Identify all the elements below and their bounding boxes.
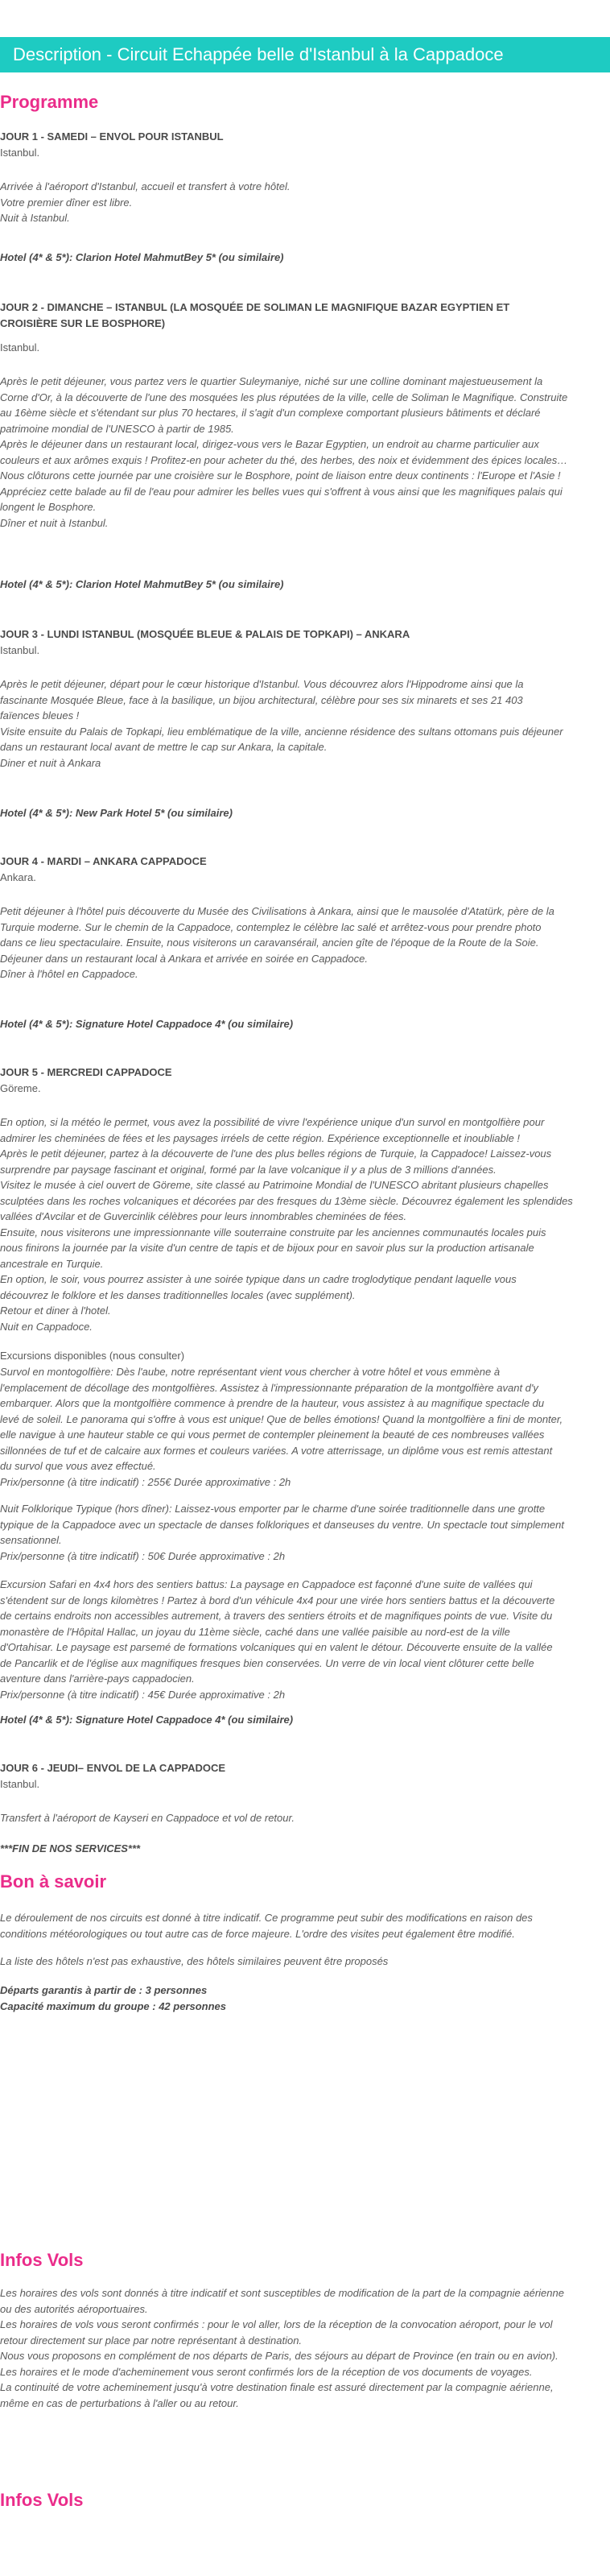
programme-heading: Programme	[0, 92, 99, 112]
text-line: couleurs et aux arômes exquis ! Profitez-en pour acheter du thé, des herbes, des noix et évidemment des épices locales…	[0, 453, 568, 466]
text-line: conditions météorologiques ou tout autre cas de force majeure. L'ordre des visites peut également être modifié.	[0, 1927, 515, 1940]
day2-title-line1: JOUR 2 - DIMANCHE – ISTANBUL (LA MOSQUÉE DE SOLIMAN LE MAGNIFIQUE BAZAR EGYPTIEN ET	[0, 301, 510, 313]
day2-place: Istanbul.	[0, 341, 40, 354]
banner-title: Description - Circuit Echappée belle d'Istanbul à la Cappadoce	[13, 44, 504, 64]
text-line: levé de soleil. Le panorama qui s'offre à vous est unique! Que de belles émotions! Quand la montgolfière a fini de monter,	[0, 1412, 563, 1425]
text-line: Le déroulement de nos circuits est donné à titre indicatif. Ce programme peut subir des modifications en raison des	[0, 1912, 533, 1924]
text-line: Prix/personne (à titre indicatif) : 50€ Durée approximative : 2h	[0, 1549, 286, 1562]
text-line: La continuité de votre acheminement jusqu'à votre destination finale est assuré directement par la compagnie aérienne,	[0, 2381, 554, 2393]
excursions-title: Excursions disponibles (nous consulter)	[0, 1350, 185, 1362]
excursion-folklore	[0, 1501, 610, 1564]
text-line: Diner et nuit à Ankara	[0, 756, 101, 769]
text-line: retour directement sur place par notre représentant à destination.	[0, 2334, 303, 2347]
infos-vols-text	[0, 2285, 610, 2411]
description-banner	[0, 37, 610, 72]
day2-title-line2: CROISIÈRE SUR LE BOSPHORE)	[0, 317, 166, 329]
text-line: faïences bleues !	[0, 709, 80, 722]
day4-hotel: Hotel (4* & 5*): Signature Hotel Cappadoce 4* (ou similaire)	[0, 1018, 294, 1030]
day2-description	[0, 374, 610, 531]
text-line: Nous vous proposons en complément de nos départs de Paris, des séjours au départ de Province (en train ou en avion).	[0, 2350, 558, 2362]
text-line: Après le déjeuner dans un restaurant local, dirigez-vous vers le Bazar Egyptien, un endroit au charme particulier aux	[0, 438, 539, 450]
day1-title: JOUR 1 - SAMEDI – ENVOL POUR ISTANBUL	[0, 130, 224, 143]
departs-garantis: Départs garantis à partir de : 3 personnes	[0, 1984, 208, 1996]
text-line: Visitez le musée à ciel ouvert de Göreme, site classé au Patrimoine Mondial de l'UNESCO abritant plusieurs chapelles	[0, 1179, 549, 1191]
day6-place: Istanbul.	[0, 1778, 40, 1790]
day4-description	[0, 903, 610, 982]
day5-hotel: Hotel (4* & 5*): Signature Hotel Cappadoce 4* (ou similaire)	[0, 1714, 294, 1726]
text-line: Après le petit déjeuner, partez à la découverte de l'une des plus belles régions de Turquie, la Cappadoce! Laissez-vous	[0, 1147, 552, 1160]
text-line: Turquie moderne. Sur le chemin de la Cappadoce, contemplez le célèbre lac salé et arrêtez-vous pour prendre photo	[0, 920, 542, 933]
day3-description	[0, 676, 610, 771]
text-line: monastère de l'Hôpital Hallac, un joyau du 11ème siècle, caché dans une vallée paisible au nord-est de la ville	[0, 1625, 510, 1638]
text-line: fascinante Mosquée Bleue, face à la basilique, un bijou architectural, célèbre pour ses six minarets et ses 21 403	[0, 693, 523, 706]
text-line: Nuit à Istanbul.	[0, 212, 70, 224]
text-line: découvrez le folklore et les danses traditionnelles locales (avec supplément).	[0, 1288, 356, 1301]
text-line: dans ce lieu spectaculaire. Ensuite, nous visiterons un caravansérail, ancien gîte de l'époque de la Route de la Soie.	[0, 937, 539, 949]
text-line: Petit déjeuner à l'hôtel puis découverte du Musée des Civilisations à Ankara, ainsi que le mausolée d'Atatürk, père de la	[0, 905, 554, 917]
text-line: s'étendent sur de longs kilomètres ! Partez à bord d'un véhicule 4x4 pour une virée hors sentiers battus et la découverte	[0, 1594, 555, 1606]
day1-description	[0, 179, 610, 226]
text-line: sculptées dans les roches volcaniques et décorées par des fresques du 13ème siècle. Découvrez également les splendides	[0, 1194, 573, 1207]
text-line: sillonnées de tuf et de calcaire aux formes et couleurs variées. A votre atterrissage, un diplôme vous est remis attestant	[0, 1444, 553, 1457]
text-line: nous finirons la journée par la visite d'un centre de tapis et de bijoux pour en savoir plus sur la production artisanale	[0, 1242, 534, 1254]
day4-place: Ankara.	[0, 871, 36, 883]
text-line: embarquer. Alors que la montgolfière commence à prendre de la hauteur, vous assistez à au magnifique spectacle du	[0, 1397, 545, 1409]
text-line: aventure dans l'arrière-pays cappadocien.	[0, 1673, 195, 1685]
text-line: Dîner et nuit à Istanbul.	[0, 516, 109, 529]
infos-vols-heading: Infos Vols	[0, 2250, 84, 2270]
day5-title: JOUR 5 - MERCREDI CAPPADOCE	[0, 1066, 172, 1078]
text-line: dans un restaurant local avant de mettre le cap sur Ankara, la capitale.	[0, 741, 328, 753]
bon-a-savoir-text	[0, 1910, 610, 1941]
text-line: de Pancarlik et de l'église aux magnifiques fresques bien conservées. Un verre de vin local vient clôturer cette belle	[0, 1656, 534, 1669]
day2-hotel: Hotel (4* & 5*): Clarion Hotel MahmutBey 5* (ou similaire)	[0, 578, 284, 590]
text-line: admirer les cheminées de fées et les paysages irréels de cette région. Expérience exceptionnelle et inoubliable !	[0, 1131, 521, 1144]
text-line: En option, le soir, vous pourrez assister à une soirée typique dans un cadre troglodytique pendant laquelle vous	[0, 1273, 517, 1285]
excursion-safari	[0, 1577, 610, 1702]
hotels-note: La liste des hôtels n'est pas exhaustive, des hôtels similaires peuvent être proposés	[0, 1955, 389, 1967]
text-line: patrimoine mondial de l'UNESCO à partir de 1985.	[0, 422, 234, 435]
text-line: Après le petit déjeuner, vous partez vers le quartier Suleymaniye, niché sur une colline dominant majestueusement la	[0, 375, 543, 387]
capacite-maximum: Capacité maximum du groupe : 42 personnes	[0, 2000, 227, 2012]
text-line: Nuit Folklorique Typique (hors dîner): Laissez-vous emporter par le charme d'une soirée traditionnelle dans une grotte	[0, 1503, 546, 1515]
text-line: Appréciez cette balade au fil de l'eau pour admirer les belles vues qui s'offrent à vous ainsi que les magnifiques palais qui	[0, 485, 563, 498]
text-line: même en cas de perturbations à l'aller ou au retour.	[0, 2396, 239, 2409]
text-line: En option, si la météo le permet, vous avez la possibilité de vivre l'expérience unique d'un survol en montgolfière pour	[0, 1116, 545, 1128]
excursion-balloon	[0, 1364, 610, 1490]
text-line: elle navigue à une hauteur stable ce qui vous permet de contempler pleinement la beauté de ces nombreuses vallées	[0, 1429, 545, 1441]
text-line: ancestrale en Turquie.	[0, 1257, 104, 1270]
text-line: Votre premier dîner est libre.	[0, 196, 133, 209]
text-line: Nuit en Cappadoce.	[0, 1320, 93, 1333]
text-line: Les horaires et le mode d'acheminement vous seront confirmés lors de la réception de vos documents de voyages.	[0, 2365, 533, 2378]
day1-hotel: Hotel (4* & 5*): Clarion Hotel MahmutBey 5* (ou similaire)	[0, 251, 284, 263]
text-line: Déjeuner dans un restaurant local à Ankara et arrivée en soirée en Cappadoce.	[0, 952, 368, 965]
end-of-services: ***FIN DE NOS SERVICES***	[0, 1842, 141, 1854]
text-line: surprendre par paysage fascinant et original, formé par la lave volcanique il y a plus de 3 millions d'années.	[0, 1163, 497, 1176]
text-line: Dîner à l'hôtel en Cappadoce.	[0, 968, 138, 980]
text-line: d'Ortahisar. Le paysage est parsemé de formations volcaniques qui en valent le détour. Découverte ensuite de la vallée	[0, 1641, 553, 1653]
day1-place: Istanbul.	[0, 147, 40, 159]
bon-a-savoir-heading: Bon à savoir	[0, 1871, 107, 1892]
text-line: Corne d'Or, à la découverte de l'une des mosquées les plus réputées de la ville, celle de Soliman le Magnifique. Construite	[0, 391, 568, 403]
day3-title: JOUR 3 - LUNDI ISTANBUL (MOSQUÉE BLEUE & PALAIS DE TOPKAPI) – ANKARA	[0, 628, 410, 640]
text-line: du survol que vous avez effectué.	[0, 1460, 156, 1472]
text-line: Prix/personne (à titre indicatif) : 255€ Durée approximative : 2h	[0, 1475, 291, 1488]
day5-place: Göreme.	[0, 1082, 41, 1094]
text-line: Retour et diner à l'hotel.	[0, 1305, 111, 1317]
text-line: Les horaires de vols vous seront confirmés : pour le vol aller, lors de la réception de la convocation aéroport, pour le vol	[0, 2318, 553, 2330]
text-line: typique de la Cappadoce avec un spectacle de danses folkloriques et danseuses du ventre. Un spectacle tout simplement	[0, 1518, 564, 1531]
text-line: vallées d'Avcilar et de Guvercinlik célèbres pour leurs innombrables cheminées de fées.	[0, 1210, 407, 1222]
text-line: Prix/personne (à titre indicatif) : 45€ Durée approximative : 2h	[0, 1688, 286, 1701]
text-line: Après le petit déjeuner, départ pour le cœur historique d'Istanbul. Vous découvrez alors l'Hippodrome ainsi que la	[0, 678, 524, 690]
text-line: longent le Bosphore.	[0, 501, 97, 513]
text-line: Nous clôturons cette journée par une croisière sur le Bosphore, point de liaison entre deux continents : l'Europe et l'Asie !	[0, 469, 561, 482]
day3-hotel: Hotel (4* & 5*): New Park Hotel 5* (ou similaire)	[0, 807, 233, 819]
text-line: Les horaires des vols sont donnés à titre indicatif et sont susceptibles de modification de la part de la compagnie aérienne	[0, 2287, 564, 2299]
text-line: l'emplacement de décollage des montgolfières. Assistez à l'impressionnante préparation de la montgolfière avant d'y	[0, 1381, 538, 1394]
text-line: Arrivée à l'aéroport d'Istanbul, accueil et transfert à votre hôtel.	[0, 180, 291, 192]
text-line: Ensuite, nous visiterons une impressionnante ville souterraine construite par les anciennes communautés locales puis	[0, 1226, 546, 1238]
text-line: Visite ensuite du Palais de Topkapi, lieu emblématique de la ville, ancienne résidence des sultans ottomans puis déjeuner	[0, 725, 563, 738]
text-line: de certains endroits non accessibles autrement, à travers des sentiers étroits et de magnifiques points de vue. Visite du	[0, 1610, 553, 1622]
text-line: ou des autorités aéroportuaires.	[0, 2302, 148, 2315]
day6-title: JOUR 6 - JEUDI– ENVOL DE LA CAPPADOCE	[0, 1762, 226, 1774]
day3-place: Istanbul.	[0, 644, 40, 656]
day6-description: Transfert à l'aéroport de Kayseri en Cappadoce et vol de retour.	[0, 1812, 295, 1824]
text-line: sensationnel.	[0, 1534, 62, 1546]
infos-vols-heading-2: Infos Vols	[0, 2490, 84, 2510]
text-line: au 16ème siècle et s'étendant sur plus 70 hectares, il s'agit d'un complexe comportant plusieurs bâtiments et déclaré	[0, 407, 541, 419]
day2-title	[0, 300, 610, 332]
day4-title: JOUR 4 - MARDI – ANKARA CAPPADOCE	[0, 855, 207, 867]
text-line: Excursion Safari en 4x4 hors des sentiers battus: La paysage en Cappadoce est façonné d'une suite de vallées qui	[0, 1578, 533, 1590]
day5-description	[0, 1114, 610, 1334]
text-line: Survol en montogolfière: Dès l'aube, notre représentant vient vous chercher à votre hôtel et vous emmène à	[0, 1366, 501, 1378]
